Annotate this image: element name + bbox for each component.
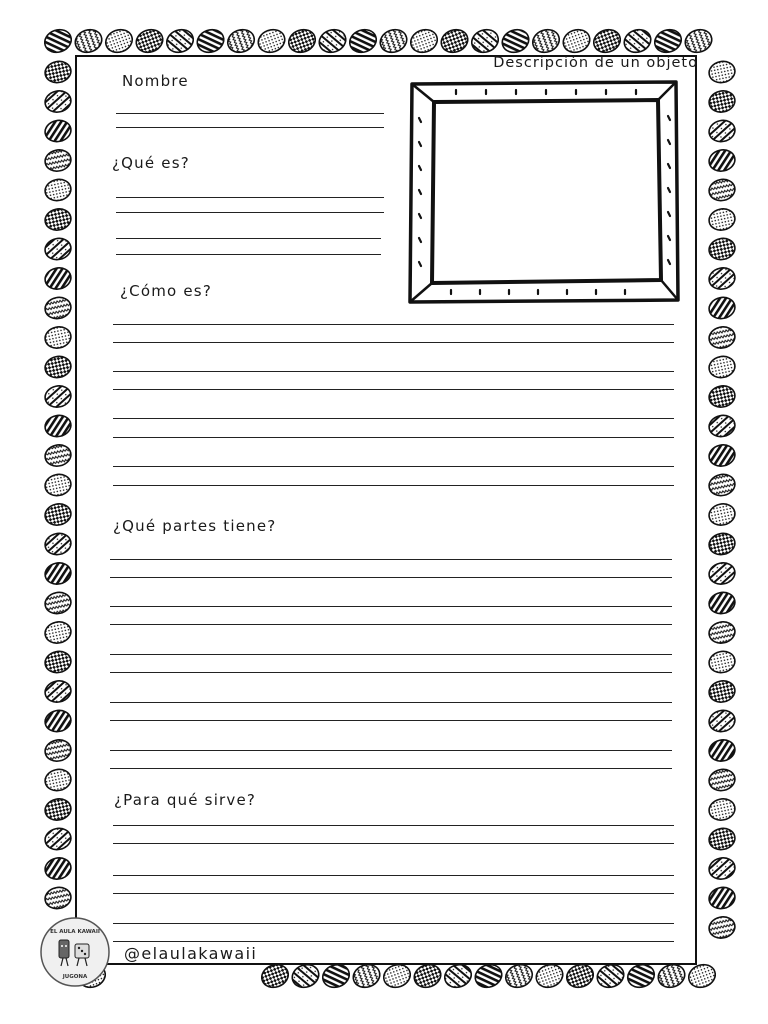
decorative-egg-icon: [43, 295, 73, 321]
decorative-egg-icon: [43, 384, 73, 410]
decorative-egg-icon: [43, 236, 73, 262]
brand-logo: [39, 916, 111, 988]
use-line[interactable]: [113, 875, 674, 876]
decorative-egg-icon: [103, 26, 136, 56]
decorative-egg-icon: [652, 26, 685, 56]
decorative-egg-icon: [43, 472, 73, 498]
decorative-egg-icon: [707, 207, 737, 233]
decorative-egg-icon: [707, 384, 737, 410]
drawing-frame[interactable]: [406, 78, 684, 308]
decorative-egg-icon: [707, 767, 737, 793]
decorative-egg-icon: [533, 961, 566, 991]
decorative-egg-icon: [43, 354, 73, 380]
decorative-egg-icon: [43, 856, 73, 882]
decorative-egg-icon: [43, 649, 73, 675]
decorative-egg-icon: [707, 738, 737, 764]
decorative-egg-icon: [621, 26, 654, 56]
decorative-egg-icon: [43, 118, 73, 144]
decorative-egg-icon: [381, 961, 414, 991]
decorative-egg-icon: [43, 767, 73, 793]
decorative-egg-icon: [286, 26, 319, 56]
decorative-egg-icon: [707, 472, 737, 498]
use-line[interactable]: [113, 941, 674, 942]
use-line[interactable]: [113, 825, 674, 826]
parts-line[interactable]: [110, 768, 672, 769]
social-handle: @elaulakawaii: [124, 944, 258, 963]
how-line[interactable]: [113, 418, 674, 419]
decorative-egg-icon: [625, 961, 658, 991]
decorative-egg-icon: [43, 325, 73, 351]
decorative-egg-icon: [43, 502, 73, 528]
decorative-egg-icon: [707, 443, 737, 469]
decorative-egg-icon: [560, 26, 593, 56]
parts-line[interactable]: [110, 702, 672, 703]
decorative-egg-icon: [707, 148, 737, 174]
decorative-egg-icon: [707, 59, 737, 85]
decorative-egg-icon: [682, 26, 715, 56]
decorative-egg-icon: [655, 961, 688, 991]
decorative-egg-icon: [564, 961, 597, 991]
logo-bottom-text: JUGONA: [62, 974, 88, 980]
decorative-egg-icon: [472, 961, 505, 991]
decorative-egg-icon: [707, 325, 737, 351]
decorative-egg-icon: [320, 961, 353, 991]
how-line[interactable]: [113, 485, 674, 486]
parts-line[interactable]: [110, 577, 672, 578]
decorative-egg-icon: [707, 266, 737, 292]
decorative-egg-icon: [43, 590, 73, 616]
decorative-egg-icon: [164, 26, 197, 56]
how-line[interactable]: [113, 324, 674, 325]
decorative-egg-icon: [707, 118, 737, 144]
decorative-egg-icon: [194, 26, 227, 56]
decorative-egg-icon: [42, 26, 75, 56]
decorative-egg-icon: [72, 26, 105, 56]
decorative-egg-icon: [707, 561, 737, 587]
decorative-egg-icon: [707, 531, 737, 557]
decorative-egg-icon: [707, 885, 737, 911]
decorative-egg-icon: [43, 531, 73, 557]
logo-top-text: EL AULA KAWAII: [50, 929, 100, 935]
use-line[interactable]: [113, 843, 674, 844]
decorative-egg-icon: [707, 708, 737, 734]
decorative-egg-icon: [350, 961, 383, 991]
decorative-egg-icon: [316, 26, 349, 56]
decorative-egg-icon: [411, 961, 444, 991]
use-line[interactable]: [113, 923, 674, 924]
decorative-egg-icon: [686, 961, 719, 991]
decorative-egg-icon: [225, 26, 258, 56]
name-label: Nombre: [122, 72, 189, 90]
decorative-egg-icon: [408, 26, 441, 56]
decorative-egg-icon: [255, 26, 288, 56]
decorative-egg-icon: [707, 679, 737, 705]
decorative-egg-icon: [707, 797, 737, 823]
decorative-egg-icon: [707, 502, 737, 528]
how-line[interactable]: [113, 389, 674, 390]
what-label: ¿Qué es?: [112, 154, 190, 172]
decorative-egg-icon: [43, 207, 73, 233]
decorative-egg-icon: [347, 26, 380, 56]
decorative-egg-icon: [43, 89, 73, 115]
decorative-egg-icon: [133, 26, 166, 56]
decorative-egg-icon: [530, 26, 563, 56]
decorative-egg-icon: [259, 961, 292, 991]
parts-line[interactable]: [110, 606, 672, 607]
how-line[interactable]: [113, 466, 674, 467]
parts-line[interactable]: [110, 672, 672, 673]
decorative-egg-icon: [707, 649, 737, 675]
what-line[interactable]: [116, 197, 384, 198]
decorative-egg-icon: [707, 915, 737, 941]
decorative-egg-icon: [43, 148, 73, 174]
decorative-egg-icon: [499, 26, 532, 56]
how-line[interactable]: [113, 437, 674, 438]
decorative-egg-icon: [442, 961, 475, 991]
decorative-egg-icon: [43, 708, 73, 734]
decorative-egg-icon: [591, 26, 624, 56]
decorative-egg-icon: [43, 797, 73, 823]
parts-line[interactable]: [110, 720, 672, 721]
parts-label: ¿Qué partes tiene?: [113, 517, 277, 535]
decorative-egg-icon: [43, 443, 73, 469]
decorative-egg-icon: [438, 26, 471, 56]
decorative-egg-icon: [43, 266, 73, 292]
decorative-egg-icon: [469, 26, 502, 56]
use-line[interactable]: [113, 893, 674, 894]
decorative-egg-icon: [707, 620, 737, 646]
decorative-egg-icon: [707, 826, 737, 852]
decorative-egg-icon: [594, 961, 627, 991]
decorative-egg-icon: [43, 738, 73, 764]
name-line[interactable]: [116, 113, 384, 114]
how-line[interactable]: [113, 342, 674, 343]
decorative-egg-icon: [289, 961, 322, 991]
decorative-egg-icon: [707, 177, 737, 203]
decorative-egg-icon: [707, 413, 737, 439]
how-label: ¿Cómo es?: [120, 282, 212, 300]
how-line[interactable]: [113, 371, 674, 372]
decorative-egg-icon: [43, 561, 73, 587]
parts-line[interactable]: [110, 624, 672, 625]
decorative-egg-icon: [707, 295, 737, 321]
use-label: ¿Para qué sirve?: [114, 791, 257, 809]
what-line[interactable]: [116, 238, 381, 239]
parts-line[interactable]: [110, 559, 672, 560]
parts-line[interactable]: [110, 654, 672, 655]
decorative-egg-icon: [503, 961, 536, 991]
name-line[interactable]: [116, 127, 384, 128]
what-line[interactable]: [116, 212, 384, 213]
decorative-egg-icon: [43, 177, 73, 203]
decorative-egg-icon: [707, 354, 737, 380]
decorative-egg-icon: [43, 679, 73, 705]
decorative-egg-icon: [43, 620, 73, 646]
decorative-egg-icon: [43, 413, 73, 439]
decorative-egg-icon: [707, 236, 737, 262]
decorative-egg-icon: [707, 856, 737, 882]
decorative-egg-icon: [43, 826, 73, 852]
decorative-egg-icon: [43, 885, 73, 911]
parts-line[interactable]: [110, 750, 672, 751]
sheet-title: Descripción de un objeto: [493, 55, 698, 71]
what-line[interactable]: [116, 254, 381, 255]
decorative-egg-icon: [377, 26, 410, 56]
decorative-egg-icon: [707, 590, 737, 616]
decorative-egg-icon: [707, 89, 737, 115]
decorative-egg-icon: [43, 59, 73, 85]
